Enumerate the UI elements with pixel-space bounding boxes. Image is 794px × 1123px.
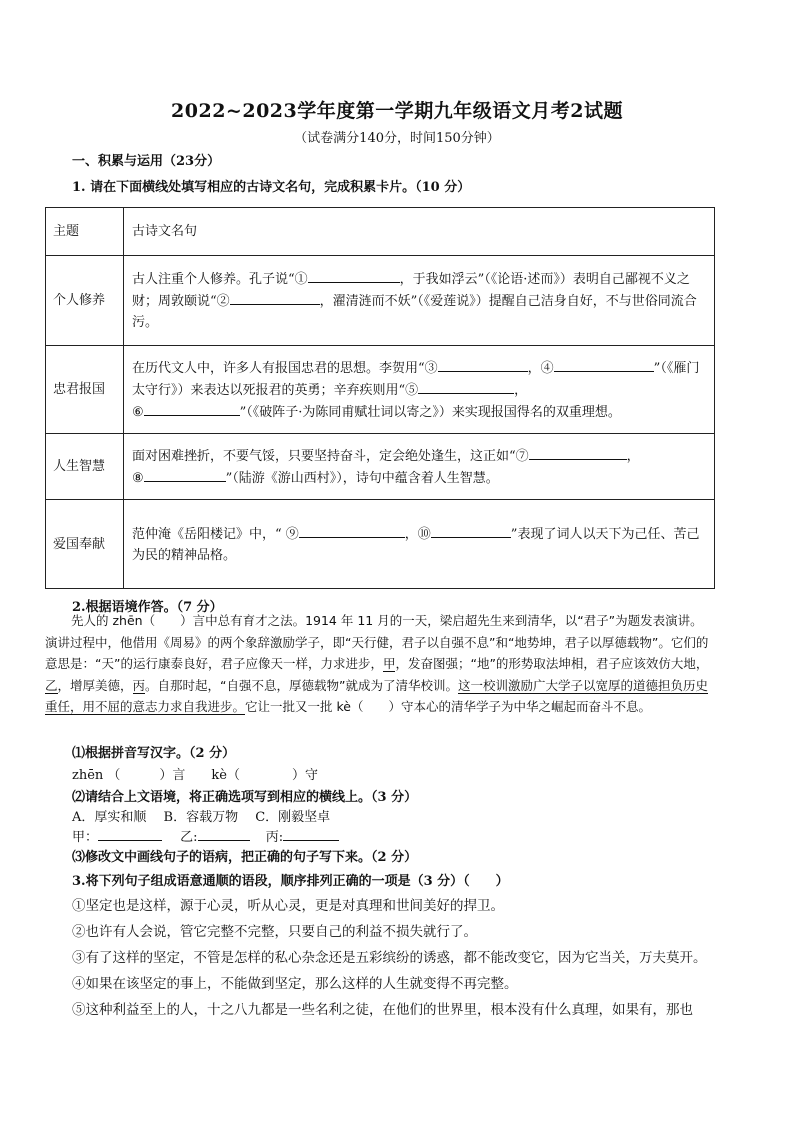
answer-blank-6[interactable]	[144, 401, 240, 416]
list-item: ⑤这种利益至上的人，十之八九都是一些名利之徒，在他们的世界里，根本没有什么真理，如果有，那也	[72, 1002, 693, 1018]
answer-jia[interactable]	[98, 826, 162, 841]
answer-blank-8[interactable]	[144, 467, 226, 482]
fill-answer-line: 甲： 乙: 丙:	[72, 826, 339, 845]
reading-passage: 先人的 zhēn（ ）言中总有育才之法。1914 年 11 月的一天，梁启超先生来到清华，以“君子”为题发表演讲。演讲过程中，他借用《周易》的两个象辞激励学子，即“天行健，君子以自强不息”和“地势坤，君子以厚德载物”。它们的意思是：“天”的运行康泰良好，君子应像天一样，力求进步，甲，发奋图强；“地”的形势取法坤相，君子应该效仿大地，乙，增厚美德，丙。自那时起，“自强不息，厚德载物”就成为了清华校训。这一校训激励广大学子以宽厚的道德担负历史重任，用不屈的意志力求自我进步。它让一批又一批 kè（ ）守本心的清华学子为中华之崛起而奋斗不息。	[45, 613, 709, 714]
underlined-sentence: 这一校训激励广大学子以宽厚的道德担负历史重任，用不屈的意志力求自我进步。	[45, 677, 709, 714]
question-1-prompt: 1. 请在下面横线处填写相应的古诗文名句，完成积累卡片。（10 分）	[72, 180, 471, 195]
list-item: ④如果在该坚定的事上，不能做到坚定，那么这样的人生就变得不再完整。	[72, 976, 518, 992]
list-item: ②也许有人会说，管它完整不完整，只要自己的利益不损失就行了。	[72, 924, 477, 940]
sub-question-2: ⑵请结合上文语境，将正确选项写到相应的横线上。（3 分）	[72, 790, 418, 805]
row-topic: 爱国奉献	[46, 500, 124, 589]
sub-question-1: ⑴根据拼音写汉字。（2 分）	[72, 746, 236, 761]
page-title: 2022~2023学年度第一学期九年级语文月考2试题	[171, 100, 623, 122]
row-content: 古人注重个人修养。孔子说“① ，于我如浮云”（《论语·述而》）表明自己鄙视不义之财；周敦颐说“② ，濯清涟而不妖”（《爱莲说》）提醒自己洁身自好，不与世俗同流合污。	[124, 256, 715, 346]
section-heading: 一、积累与运用（23分）	[72, 154, 221, 169]
row-topic: 个人修养	[46, 256, 124, 346]
answer-blank-5[interactable]	[418, 379, 514, 394]
pinyin-answer-line[interactable]: zhēn （ ）言 kè（ ）守	[72, 768, 318, 783]
page-subtitle: （试卷满分140分，时间150分钟）	[294, 131, 500, 146]
list-item: ①坚定也是这样，源于心灵，听从心灵，更是对真理和世间美好的捍卫。	[72, 898, 504, 914]
row-content: 范仲淹《岳阳楼记》中，“ ⑨ ，⑩ ”表现了词人以天下为己任、苦己为民的精神品格。	[124, 500, 715, 589]
table-row	[46, 346, 715, 434]
row-content: 在历代文人中，许多人有报国忠君的思想。李贺用“③ ，④ ”（《雁门太守行》）来表达以死报君的英勇；辛弃疾则用“⑤ ， ⑥ ”（《破阵子·为陈同甫赋壮词以寄之》）来实现报国得名的双重理想。	[124, 346, 715, 434]
table-row	[46, 434, 715, 500]
answer-blank-1[interactable]	[308, 268, 400, 283]
blank-jia[interactable]: 甲	[382, 656, 396, 671]
blank-yi[interactable]: 乙	[45, 677, 58, 693]
answer-blank-10[interactable]	[431, 523, 511, 538]
answer-bing[interactable]	[283, 826, 339, 841]
options-line: A．厚实和顺 B．容载万物 C．刚毅坚卓	[72, 810, 331, 825]
sub-question-3: ⑶修改文中画线句子的语病，把正确的句子写下来。（2 分）	[72, 850, 418, 865]
list-item: ③有了这样的坚定，不管是怎样的私心杂念还是五彩缤纷的诱惑，都不能改变它，因为它当关，万夫莫开。	[72, 950, 707, 966]
answer-blank-7[interactable]	[529, 445, 627, 460]
blank-bing[interactable]: 丙	[132, 677, 146, 693]
table-row	[46, 256, 715, 346]
row-topic: 人生智慧	[46, 434, 124, 500]
row-content: 面对困难挫折，不要气馁，只要坚持奋斗，定会绝处逢生，这正如“⑦ ， ⑧ ”（陆游《游山西村》），诗句中蕴含着人生智慧。	[124, 434, 715, 500]
question-3-prompt: 3.将下列句子组成语意通顺的语段，顺序排列正确的一项是（3 分）（ ）	[72, 874, 509, 889]
answer-yi[interactable]	[198, 826, 250, 841]
table-header-row	[46, 208, 715, 256]
row-topic: 忠君报国	[46, 346, 124, 434]
header-topic: 主题	[46, 208, 124, 256]
answer-blank-4[interactable]	[554, 357, 654, 372]
knowledge-card-table	[45, 207, 715, 589]
answer-blank-2[interactable]	[230, 290, 320, 305]
table-row	[46, 500, 715, 589]
question-2-prompt: 2.根据语境作答。（7 分）	[72, 600, 223, 615]
answer-blank-9[interactable]	[299, 523, 405, 538]
header-content: 古诗文名句	[124, 208, 715, 256]
answer-blank-3[interactable]	[438, 357, 528, 372]
